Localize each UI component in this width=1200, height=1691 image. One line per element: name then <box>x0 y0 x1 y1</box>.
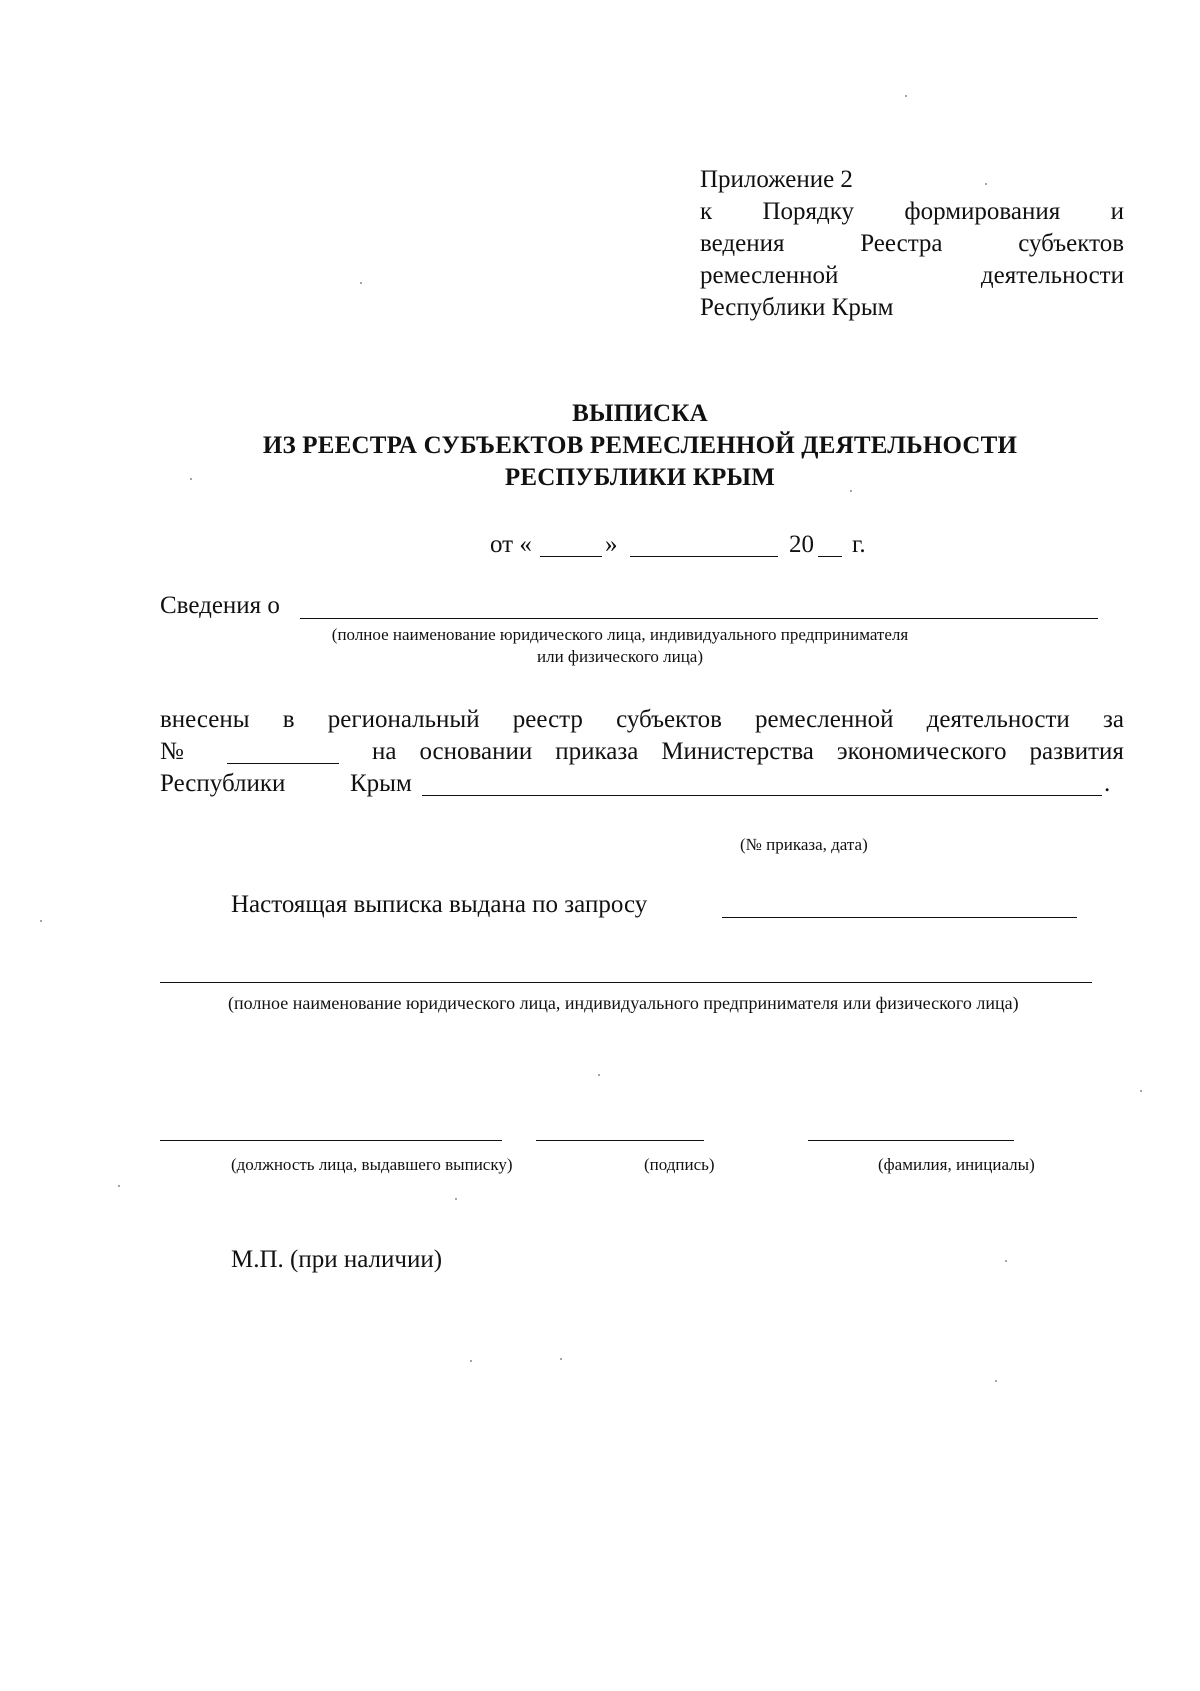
info-caption: (полное наименование юридического лица, индивидуального предпринимателя или физического лица) <box>331 625 909 666</box>
scan-speck <box>560 1358 562 1360</box>
signature-caption: (подпись) <box>644 1155 715 1174</box>
request-text: Настоящая выписка выдана по запросу <box>231 891 648 918</box>
scan-speck <box>598 1074 600 1076</box>
scan-speck <box>850 490 852 492</box>
scan-speck <box>118 1185 120 1187</box>
registry-row-2: № на основании приказа Министерства экономического развития <box>160 736 1124 768</box>
registry-row-1: внесены в региональный реестр субъектов ремесленной деятельности за <box>160 706 1124 733</box>
position-caption: (должность лица, выдавшего выписку) <box>231 1155 513 1174</box>
order-blank <box>422 795 1102 796</box>
scan-speck <box>470 1360 472 1362</box>
month-blank <box>630 556 778 557</box>
scan-speck <box>905 95 907 97</box>
title-line-2: ИЗ РЕЕСТРА СУБЪЕКТОВ РЕМЕСЛЕННОЙ ДЕЯТЕЛЬНОСТИ <box>262 432 1018 459</box>
scan-speck <box>40 920 42 922</box>
signature-blank <box>536 1140 704 1141</box>
appendix-block <box>700 164 1124 324</box>
scan-speck <box>985 183 987 185</box>
date-line <box>0 529 1200 561</box>
day-blank <box>540 556 602 557</box>
appendix-line-3: ведения Реестра субъектов <box>700 230 1124 257</box>
info-label: Сведения о <box>160 592 280 619</box>
scan-speck <box>995 1380 997 1382</box>
scan-speck <box>1005 1260 1007 1262</box>
appendix-line-2: к Порядку формирования и <box>700 198 1124 225</box>
name-blank <box>808 1140 1014 1141</box>
number-sign: № <box>160 738 184 765</box>
scan-speck <box>455 1198 457 1200</box>
appendix-title: Приложение 2 <box>700 166 853 193</box>
request-blank <box>722 917 1077 918</box>
title-line-1: ВЫПИСКА <box>572 400 708 427</box>
registry-paragraph <box>160 704 1124 800</box>
date-prefix: от « <box>490 531 532 558</box>
scan-speck <box>190 478 192 480</box>
stamp-note: М.П. (при наличии) <box>231 1246 443 1273</box>
document-title <box>200 398 1080 494</box>
appendix-line-4: ремесленной деятельности <box>700 262 1124 289</box>
year-prefix: 20 <box>789 531 814 558</box>
position-blank <box>160 1140 502 1141</box>
year-suffix: г. <box>852 531 866 558</box>
info-blank <box>300 618 1098 619</box>
title-line-3: РЕСПУБЛИКИ КРЫМ <box>504 464 776 491</box>
year-blank <box>818 556 842 557</box>
order-caption: (№ приказа, дата) <box>740 835 868 854</box>
name-caption: (фамилия, инициалы) <box>878 1155 1035 1174</box>
registry-row-3: Республики Крым . <box>160 770 1111 797</box>
scan-speck <box>360 282 362 284</box>
request-caption: (полное наименование юридического лица, индивидуального предпринимателя или физического лица) <box>228 993 1019 1013</box>
date-close-quote: » <box>605 531 618 558</box>
scan-speck <box>1140 1090 1142 1092</box>
registry-number-blank <box>227 763 339 764</box>
request-name-blank <box>160 982 1092 983</box>
appendix-line-5: Республики Крым <box>700 294 894 321</box>
registry-number-slot <box>229 736 349 768</box>
